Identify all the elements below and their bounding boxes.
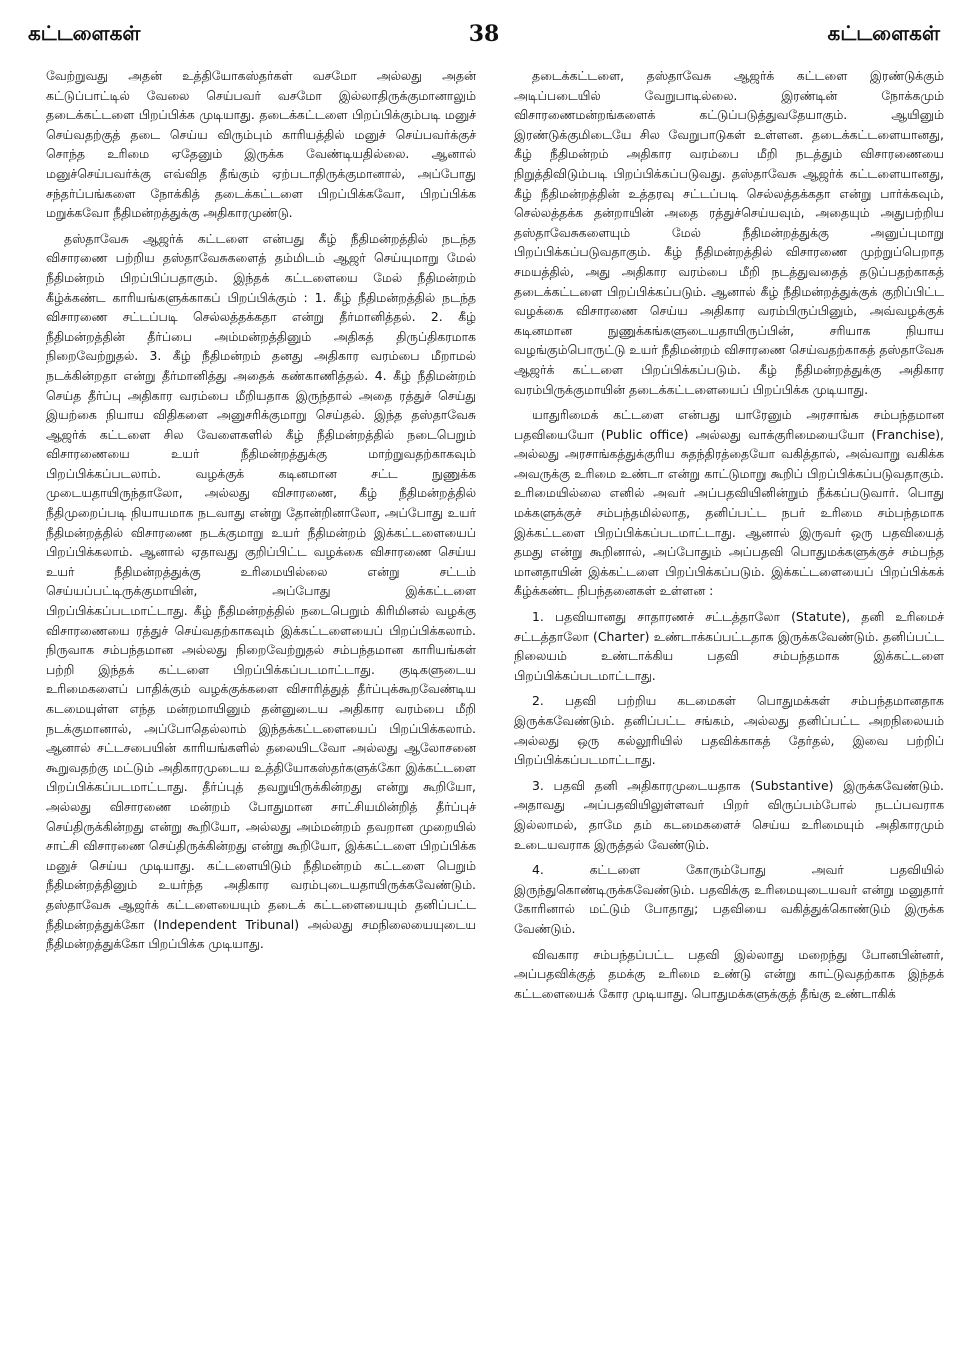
list-item: 4. கட்டளை கோரும்போது அவர் பதவியில் இருந்துகொண்டிருக்கவேண்டும். பதவிக்கு உரிமையுடையவர் என்று மனுதார் கோரினால் மட்டும் போதாது; பதவியை வகித்துக்கொண்டும் இருக்க வேண்டும். bbox=[514, 862, 944, 936]
right-column bbox=[514, 66, 944, 1348]
paragraph: யாதுரிமைக் கட்டளை என்பது யாரேனும் அரசாங்க சம்பந்தமான பதவியையோ (Public office) அல்லது வாக்குரிமையையோ (Franchise), அல்லது அரசாங்கத்துக்குரிய சுதந்திரத்தையோ வகித்தால், அவ்வாறு வகிக்க அவருக்கு உரிமை உண்டா என்று காட்டுமாறு கூறிப் பிறப்பிக்கப்படுவதாகும். உரிமையில்லை எனில் அவர் அப்பதவியினின்றும் நீக்கப்படுவார். பொது மக்களுக்குச் சம்பந்தமில்லாத, தனிப்பட்ட நபர் உரிமை சம்பந்தமாக இக்கட்டளை பிறப்பிக்கப்படமாட்டாது. ஆனால் இருவர் ஒரு பதவியைத் தமது என்று கூறினால், அப்போதும் அப்பதவி பொதுமக்களுக்குச் சம்பந்த மானதாயின் இக்கட்டளை பிறப்பிக்கப்படும். இக்கட்டளையைப் பிறப்பிக்கக் கீழ்க்கண்ட நிபந்தனைகள் உள்ளன : bbox=[514, 407, 944, 599]
two-column-body bbox=[46, 66, 944, 1348]
paragraph: விவகார சம்பந்தப்பட்ட பதவி இல்லாது மறைந்து போனபின்னர், அப்பதவிக்குத் தமக்கு உரிமை உண்டு என்று காட்டுவதற்காக இந்தக் கட்டளையைக் கோர முடியாது. பொதுமக்களுக்குத் தீங்கு உண்டாகிக் bbox=[514, 946, 944, 1001]
page-header bbox=[28, 14, 940, 54]
page-number: 38 bbox=[468, 21, 500, 47]
list-item: 1. பதவியானது சாதாரணச் சட்டத்தாலோ (Statute), தனி உரிமைச் சட்டத்தாலோ (Charter) உண்டாக்கப்பட்டதாக இருக்கவேண்டும். தனிப்பட்ட நிலையம் உண்டாக்கிய பதவி சம்பந்தமாக இக்கட்டளை பிறப்பிக்கப்படமாட்டாது. bbox=[514, 609, 944, 683]
left-column bbox=[46, 66, 476, 1348]
running-head-left: கட்டளைகள் bbox=[28, 20, 141, 45]
paragraph: தஸ்தாவேசு ஆஜர்க் கட்டளை என்பது கீழ் நீதிமன்றத்தில் நடந்த விசாரணை பற்றிய தஸ்தாவேசுகளைத் தம்மிடம் ஆஜர் செய்யுமாறு மேல் நீதிமன்றம் பிறப்பிப்பதாகும். இந்தக் கட்டளையை மேல் நீதிமன்றம் கீழ்க்கண்ட காரியங்களுக்காகப் பிறப்பிக்கும் : 1. கீழ் நீதிமன்றத்தில் நடந்த விசாரணை சட்டப்படி செல்லத்தக்கதா என்று தீர்மானித்தல். 2. கீழ் நீதிமன்றத்தின் தீர்ப்பை அம்மன்றத்தினும் அதிகத் திருப்திகரமாக நிறைவேற்றுதல். 3. கீழ் நீதிமன்றம் தனது அதிகார வரம்பை மீறாமல் நடக்கின்றதா என்று தீர்மானித்து அதைக் கண்காணித்தல். 4. கீழ் நீதிமன்றம் செய்த தீர்ப்பு அதிகார வரம்பை மீறியதாக இருந்தால் அதை ரத்துச் செய்து இயற்கை நியாய விதிகளை அனுசரிக்குமாறு செய்தல். இந்த தஸ்தாவேசு ஆஜர்க் கட்டளை சில வேளைகளில் கீழ் நீதிமன்றத்தில் நடைபெறும் விசாரணையை உயர் நீதிமன்றத்துக்கு மாற்றுவதற்காகவும் பிறப்பிக்கப்படலாம். வழக்குக் கடினமான சட்ட நுணுக்க முடையதாயிருந்தாலோ, அல்லது விசாரணை, கீழ் நீதிமன்றத்தில் நீதிமுறைப்படி நியாயமாக நடவாது என்று தோன்றினாலோ, அப்போது உயர் நீதிமன்றத்தில் விசாரணை நடக்குமாறு உயர் நீதிமன்றம் இக்கட்டளையைப் பிறப்பிக்கலாம். ஆனால் ஏதாவது குறிப்பிட்ட வழக்கை விசாரணை செய்ய உயர் நீதிமன்றத்துக்கு உரிமையில்லை என்று சட்டம் செய்யப்பட்டிருக்குமாயின், அப்போது இக்கட்டளை பிறப்பிக்கப்படமாட்டாது. கீழ் நீதிமன்றத்தில் நடைபெறும் கிரிமினல் வழக்கு விசாரணையை ரத்துச் செய்வதற்காகவும் இக்கட்டளையைப் பிறப்பிக்கலாம். நிருவாக சம்பந்தமான அல்லது நிறைவேற்றுதல் சம்பந்தமான காரியங்கள் பற்றி இந்தக் கட்டளை பிறப்பிக்கப்படமாட்டாது. குடிகளுடைய உரிமைகளைப் பாதிக்கும் வழக்குக்களை விசாரித்துத் தீர்ப்புக்கூறவேண்டிய கடமையுள்ள எந்த மன்றமாயினும் தன்னுடைய அதிகார வரம்பை மீறி நடக்குமானால், அப்போதெல்லாம் இந்தக்கட்டளையைப் பிறப்பிக்கலாம். ஆனால் சட்டசபையின் காரியங்களில் தலையிடவோ அல்லது ஆலோசனை கூறுவதற்கு மட்டும் அதிகாரமுடைய உத்தியோகஸ்தர்களுக்கோ இக்கட்டளை பிறப்பிக்கப்படமாட்டாது. தீர்ப்புத் தவறுயிருக்கின்றது என்று கூறியோ, அல்லது விசாரணை மன்றம் போதுமான சாட்சியமின்றித் தீர்ப்புச் செய்திருக்கின்றது என்று கூறியோ, அல்லது அம்மன்றம் தவறான முறையில் சாட்சி விசாரணை செய்திருக்கின்றது என்று கூறியோ, இக்கட்டளை பிறப்பிக்க மனுச் செய்ய முடியாது. கட்டளையிடும் நீதிமன்றம் கட்டளை பெறும் நீதிமன்றத்தினும் உயர்ந்த அதிகார வரம்புடையதாயிருக்கவேண்டும். தஸ்தாவேசு ஆஜர்க் கட்டளையையும் தடைக் கட்டளையையும் தனிப்பட்ட நீதிமன்றத்துக்கோ (Independent Tribunal) அல்லது சமநிலையையுடைய நீதிமன்றத்துக்கோ பிறப்பிக்க முடியாது. bbox=[46, 230, 476, 952]
paragraph: தடைக்கட்டளை, தஸ்தாவேசு ஆஜர்க் கட்டளை இரண்டுக்கும் அடிப்படையில் வேறுபாடில்லை. இரண்டின் நோக்கமும் விசாரணைமன்றங்களைக் கட்டுப்படுத்துவதேயாகும். ஆயினும் இரண்டுக்குமிடையே சில வேறுபாடுகள் உள்ளன. தடைக்கட்டளையானது, கீழ் நீதிமன்றம் அதிகார வரம்பை மீறி நடத்தும் விசாரணையை நிறுத்திவிடும்படி பிறப்பிக்கப்படுவது. தஸ்தாவேசு ஆஜர்க் கட்டளையானது, கீழ் நீதிமன்றத்தின் உத்தரவு சட்டப்படி செல்லத்தக்கதா என்று பார்க்கவும், செல்லத்தக்க தன்றாயின் அதை ரத்துச்செய்யவும், அதையும் அதுபற்றிய தஸ்தாவேசுகளையும் மேல் நீதிமன்றத்துக்கு அனுப்புமாறு பிறப்பிக்கப்படுவதாகும். கீழ் நீதிமன்றத்தில் விசாரணை முற்றுப்பெறாத சமயத்தில், அது அதிகார வரம்பை மீறி நடத்துவதைத் தடுப்பதற்காகத் தடைக்கட்டளை பிறப்பிக்கப்படும். ஆனால் கீழ் நீதிமன்றத்துக்குக் குறிப்பிட்ட வழக்கை விசாரணை செய்ய அதிகார வரம்பிருப்பினும், அவ்வழக்குக் கடினமான நுணுக்கங்களுடையதாயிருப்பின், சரியாக நியாய வழங்கும்பொருட்டு உயர் நீதிமன்றம் விசாரணை செய்வதற்காகத் தஸ்தாவேசு ஆஜர்க் கட்டளை பிறப்பிக்கப்படும். கீழ் நீதிமன்றத்துக்கு அதிகார வரம்பிருக்குமாயின் தடைக்கட்டளையைப் பிறப்பிக்க முடியாது. bbox=[514, 68, 944, 397]
running-head-right: கட்டளைகள் bbox=[827, 20, 940, 45]
paragraph: வேற்றுவது அதன் உத்தியோகஸ்தர்கள் வசமோ அல்லது அதன் கட்டுப்பாட்டில் வேலை செய்பவர் வசமோ இல்லாதிருக்குமானாலும் தடைக்கட்டளை பிறப்பிக்க முடியாது. தடைக்கட்டளை பிறப்பிக்கும்படி மனுச் செய்வதற்குத் தடை செய்ய விரும்பும் காரியத்தில் மனுச் செய்பவர்க்குச் சொந்த உரிமை ஏதேனும் இருக்க வேண்டியதில்லை. ஆனால் மனுச்செய்பவர்க்கு எவ்வித தீங்கும் ஏற்படாதிருக்குமானால், அப்போது சந்தர்ப்பங்களை நோக்கித் தடைக்கட்டளை பிறப்பிக்கவோ, பிறப்பிக்க மறுக்கவோ நீதிமன்றத்துக்கு அதிகாரமுண்டு. bbox=[46, 68, 476, 221]
list-item: 3. பதவி தனி அதிகாரமுடையதாக (Substantive) இருக்கவேண்டும். அதாவது அப்பதவியிலுள்ளவர் பிறர் விருப்பம்போல் நடப்பவராக இல்லாமல், தாமே தம் கடமைகளைச் செய்ய உரிமையும் அதிகாரமும் உடையவராக இருத்தல் வேண்டும். bbox=[514, 777, 944, 852]
list-item: 2. பதவி பற்றிய கடமைகள் பொதுமக்கள் சம்பந்தமானதாக இருக்கவேண்டும். தனிப்பட்ட சங்கம், அல்லது தனிப்பட்ட அறநிலையம் அல்லது ஒரு கல்லூரியில் பதவிக்காகத் தேர்தல், இவை பற்றிப் பிறப்பிக்கப்படமாட்டாது. bbox=[514, 693, 944, 768]
